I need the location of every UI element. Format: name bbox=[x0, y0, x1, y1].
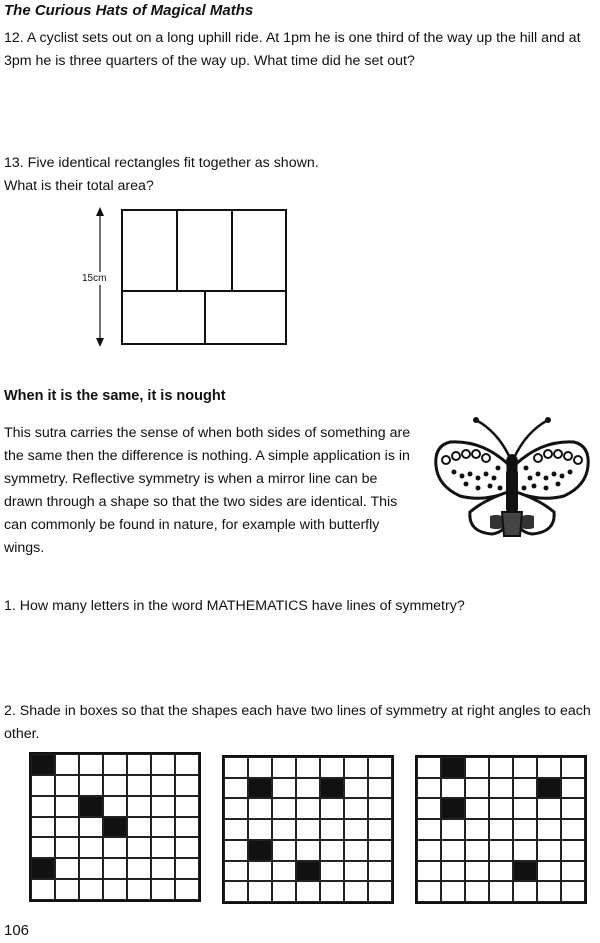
grid-cell[interactable] bbox=[127, 817, 151, 838]
grid-cell-shaded[interactable] bbox=[31, 754, 55, 775]
grid-cell[interactable] bbox=[79, 754, 103, 775]
grid-cell[interactable] bbox=[441, 819, 465, 840]
grid-cell[interactable] bbox=[513, 881, 537, 902]
grid-cell[interactable] bbox=[417, 778, 441, 799]
grid-cell[interactable] bbox=[368, 798, 392, 819]
grid-cell[interactable] bbox=[513, 819, 537, 840]
grid-cell[interactable] bbox=[272, 840, 296, 861]
grid-cell-shaded[interactable] bbox=[103, 817, 127, 838]
rectangles-diagram bbox=[121, 209, 287, 345]
grid-cell[interactable] bbox=[175, 858, 199, 879]
grid-cell[interactable] bbox=[151, 858, 175, 879]
grid-cell[interactable] bbox=[561, 881, 585, 902]
grid-cell[interactable] bbox=[561, 861, 585, 882]
grid-cell[interactable] bbox=[489, 757, 513, 778]
grid-cell[interactable] bbox=[224, 840, 248, 861]
grid-cell[interactable] bbox=[344, 778, 368, 799]
grid-cell[interactable] bbox=[368, 757, 392, 778]
book-title: The Curious Hats of Magical Maths bbox=[4, 2, 254, 19]
grid-cell[interactable] bbox=[175, 879, 199, 900]
grid-cell[interactable] bbox=[417, 757, 441, 778]
grid-cell[interactable] bbox=[344, 798, 368, 819]
grid-cell[interactable] bbox=[55, 796, 79, 817]
grid-cell[interactable] bbox=[151, 879, 175, 900]
grid-cell[interactable] bbox=[103, 858, 127, 879]
grid-cell[interactable] bbox=[296, 819, 320, 840]
grid-cell[interactable] bbox=[320, 819, 344, 840]
grid-cell[interactable] bbox=[272, 798, 296, 819]
grid-cell[interactable] bbox=[127, 796, 151, 817]
grid-cell[interactable] bbox=[248, 881, 272, 902]
grid-cell[interactable] bbox=[368, 819, 392, 840]
grid-cell[interactable] bbox=[489, 840, 513, 861]
grid-cell[interactable] bbox=[465, 840, 489, 861]
grid-cell[interactable] bbox=[79, 837, 103, 858]
grid-cell[interactable] bbox=[272, 757, 296, 778]
grid-cell[interactable] bbox=[248, 798, 272, 819]
grid-cell[interactable] bbox=[224, 861, 248, 882]
grid-cell[interactable] bbox=[55, 817, 79, 838]
grid-cell[interactable] bbox=[151, 837, 175, 858]
rectangle-top-1 bbox=[121, 209, 178, 292]
grid-cell-shaded[interactable] bbox=[79, 796, 103, 817]
grid-cell[interactable] bbox=[103, 775, 127, 796]
grid-cell-shaded[interactable] bbox=[537, 778, 561, 799]
grid-cell[interactable] bbox=[417, 798, 441, 819]
grid-cell[interactable] bbox=[127, 754, 151, 775]
grid-cell[interactable] bbox=[537, 757, 561, 778]
grid-cell[interactable] bbox=[441, 840, 465, 861]
page-number: 106 bbox=[4, 922, 30, 939]
grid-cell[interactable] bbox=[79, 858, 103, 879]
butterfly-icon bbox=[432, 412, 592, 542]
grid-cell[interactable] bbox=[344, 861, 368, 882]
grid-cell[interactable] bbox=[513, 840, 537, 861]
grid-cell[interactable] bbox=[127, 837, 151, 858]
grid-cell[interactable] bbox=[561, 840, 585, 861]
grid-cell-shaded[interactable] bbox=[441, 798, 465, 819]
grid-cell[interactable] bbox=[103, 879, 127, 900]
grid-cell[interactable] bbox=[465, 861, 489, 882]
grid-cell[interactable] bbox=[368, 840, 392, 861]
grid-cell[interactable] bbox=[320, 757, 344, 778]
sutra-paragraph: This sutra carries the sense of when both sides of something are the same then the difference is nothing. A simple application is in symmetry. Reflective symmetry is when a mirror line can be drawn through a shape so that the two sides are identical. This can commonly be found in nature, for example with butterfly wings. bbox=[4, 425, 411, 556]
symmetry-grid-2 bbox=[222, 755, 394, 904]
grid-cell[interactable] bbox=[489, 881, 513, 902]
grid-cell[interactable] bbox=[489, 861, 513, 882]
grid-cell[interactable] bbox=[31, 817, 55, 838]
grid-cell-shaded[interactable] bbox=[513, 861, 537, 882]
grid-cell[interactable] bbox=[465, 819, 489, 840]
grid-cell[interactable] bbox=[441, 778, 465, 799]
grid-cell[interactable] bbox=[55, 837, 79, 858]
grid-cell[interactable] bbox=[465, 798, 489, 819]
grid-cell[interactable] bbox=[224, 798, 248, 819]
grid-cell[interactable] bbox=[417, 840, 441, 861]
grid-cell[interactable] bbox=[175, 837, 199, 858]
grid-cell[interactable] bbox=[368, 861, 392, 882]
dimension-label: 15cm bbox=[82, 273, 107, 284]
grid-cell[interactable] bbox=[296, 798, 320, 819]
grid-cell[interactable] bbox=[537, 798, 561, 819]
grid-cell[interactable] bbox=[296, 778, 320, 799]
grid-cell[interactable] bbox=[248, 819, 272, 840]
grid-cell[interactable] bbox=[368, 881, 392, 902]
grid-cell[interactable] bbox=[127, 858, 151, 879]
grid-cell[interactable] bbox=[79, 775, 103, 796]
grid-cell[interactable] bbox=[537, 881, 561, 902]
grid-cell[interactable] bbox=[103, 754, 127, 775]
grid-cell[interactable] bbox=[513, 798, 537, 819]
grid-cell[interactable] bbox=[55, 754, 79, 775]
grid-cell-shaded[interactable] bbox=[248, 778, 272, 799]
grid-cell[interactable] bbox=[537, 840, 561, 861]
grid-cell[interactable] bbox=[31, 879, 55, 900]
grid-cell[interactable] bbox=[175, 796, 199, 817]
grid-cell[interactable] bbox=[368, 778, 392, 799]
grid-cell[interactable] bbox=[103, 837, 127, 858]
grid-cell[interactable] bbox=[465, 778, 489, 799]
grid-cell[interactable] bbox=[79, 879, 103, 900]
grid-cell[interactable] bbox=[127, 775, 151, 796]
grid-cell[interactable] bbox=[561, 819, 585, 840]
grid-cell[interactable] bbox=[224, 881, 248, 902]
grid-cell[interactable] bbox=[320, 798, 344, 819]
grid-cell[interactable] bbox=[296, 840, 320, 861]
grid-cell[interactable] bbox=[537, 861, 561, 882]
symmetry-grid-3 bbox=[415, 755, 587, 904]
grid-cell[interactable] bbox=[417, 819, 441, 840]
question-13-line-2: What is their total area? bbox=[4, 178, 154, 194]
grid-cell[interactable] bbox=[561, 798, 585, 819]
grid-cell[interactable] bbox=[441, 861, 465, 882]
grid-cell[interactable] bbox=[441, 881, 465, 902]
grid-cell-shaded[interactable] bbox=[441, 757, 465, 778]
rectangle-top-3 bbox=[231, 209, 287, 292]
grid-cell-shaded[interactable] bbox=[31, 858, 55, 879]
grid-cell[interactable] bbox=[344, 757, 368, 778]
grid-cell[interactable] bbox=[344, 881, 368, 902]
grid-cell[interactable] bbox=[248, 861, 272, 882]
section-heading: When it is the same, it is nought bbox=[4, 388, 226, 404]
grid-cell[interactable] bbox=[537, 819, 561, 840]
grid-cell[interactable] bbox=[224, 778, 248, 799]
rectangle-top-2 bbox=[176, 209, 233, 292]
grid-cell[interactable] bbox=[175, 817, 199, 838]
grid-cell[interactable] bbox=[489, 778, 513, 799]
grid-cell-shaded[interactable] bbox=[320, 778, 344, 799]
grid-cell[interactable] bbox=[55, 775, 79, 796]
grid-cell[interactable] bbox=[561, 778, 585, 799]
grid-cell[interactable] bbox=[103, 796, 127, 817]
grid-cell[interactable] bbox=[272, 861, 296, 882]
question-1: 1. How many letters in the word MATHEMATICS have lines of symmetry? bbox=[4, 598, 465, 614]
grid-cell[interactable] bbox=[417, 881, 441, 902]
grid-cell[interactable] bbox=[561, 757, 585, 778]
grid-cell[interactable] bbox=[489, 798, 513, 819]
grid-cell-shaded[interactable] bbox=[248, 840, 272, 861]
grid-cell[interactable] bbox=[151, 775, 175, 796]
question-13-line-1: 13. Five identical rectangles fit together as shown. bbox=[4, 155, 319, 171]
grid-cell[interactable] bbox=[79, 817, 103, 838]
grid-cell[interactable] bbox=[417, 861, 441, 882]
grid-cell[interactable] bbox=[55, 879, 79, 900]
grid-cell[interactable] bbox=[31, 775, 55, 796]
symmetry-grid-1 bbox=[29, 752, 201, 902]
question-13 bbox=[4, 152, 404, 198]
question-12: 12. A cyclist sets out on a long uphill ride. At 1pm he is one third of the way up the hill and at 3pm he is three quarters of the way up. What time did he set out? bbox=[4, 30, 581, 69]
grid-cell[interactable] bbox=[224, 757, 248, 778]
grid-cell[interactable] bbox=[296, 757, 320, 778]
grid-cell[interactable] bbox=[272, 819, 296, 840]
grid-cell-shaded[interactable] bbox=[296, 861, 320, 882]
grid-cell[interactable] bbox=[513, 757, 537, 778]
grid-cell[interactable] bbox=[151, 817, 175, 838]
grid-cell[interactable] bbox=[320, 840, 344, 861]
grid-cell[interactable] bbox=[55, 858, 79, 879]
question-2: 2. Shade in boxes so that the shapes each have two lines of symmetry at right angles to each other. bbox=[4, 703, 591, 742]
grid-cell[interactable] bbox=[151, 754, 175, 775]
grid-cell[interactable] bbox=[513, 778, 537, 799]
grid-cell[interactable] bbox=[31, 837, 55, 858]
grid-cell[interactable] bbox=[248, 757, 272, 778]
grid-cell[interactable] bbox=[272, 881, 296, 902]
grid-cell[interactable] bbox=[224, 819, 248, 840]
grid-cell[interactable] bbox=[296, 881, 320, 902]
rectangle-bottom-2 bbox=[204, 290, 287, 345]
grid-cell[interactable] bbox=[489, 819, 513, 840]
grid-cell[interactable] bbox=[151, 796, 175, 817]
grid-cell[interactable] bbox=[175, 754, 199, 775]
grid-cell[interactable] bbox=[344, 840, 368, 861]
grid-cell[interactable] bbox=[175, 775, 199, 796]
grid-cell[interactable] bbox=[320, 861, 344, 882]
grid-cell[interactable] bbox=[31, 796, 55, 817]
grid-cell[interactable] bbox=[127, 879, 151, 900]
grid-cell[interactable] bbox=[320, 881, 344, 902]
grid-cell[interactable] bbox=[465, 757, 489, 778]
rectangle-bottom-1 bbox=[121, 290, 206, 345]
grid-cell[interactable] bbox=[272, 778, 296, 799]
grid-cell[interactable] bbox=[344, 819, 368, 840]
grid-cell[interactable] bbox=[465, 881, 489, 902]
